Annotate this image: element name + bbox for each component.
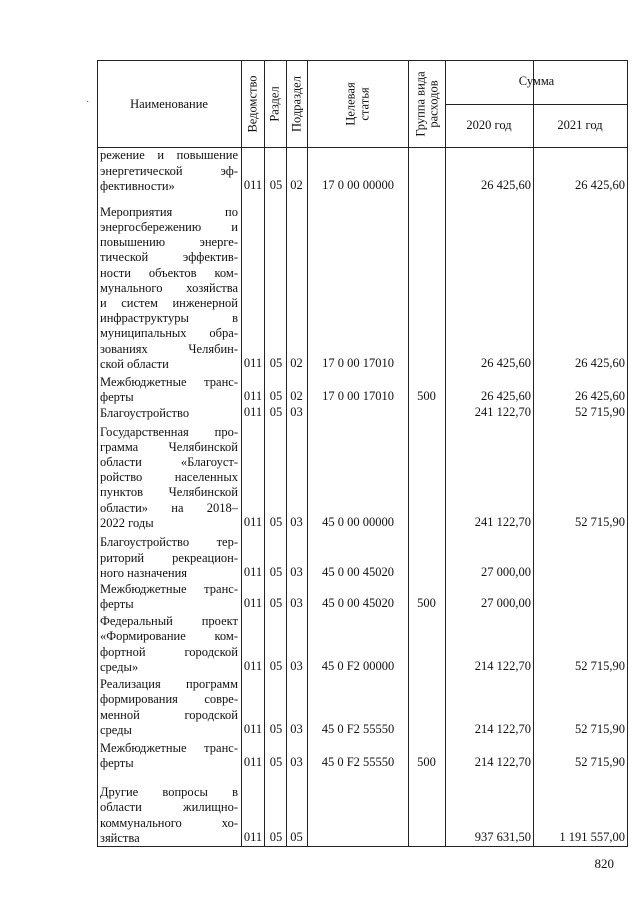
cell-vedomstvo: 011: [243, 722, 263, 736]
table-row: [97, 421, 628, 531]
cell-sum-2020: 26 425,60: [481, 178, 531, 192]
header-name: Наименование: [130, 97, 208, 111]
table-row: [97, 612, 628, 675]
cell-razdel: 05: [269, 830, 283, 844]
cell-razdel: 05: [269, 405, 283, 419]
cell-celevaya: 45 0 F2 00000: [321, 659, 395, 673]
cell-sum-2021: 52 715,90: [575, 722, 625, 736]
cell-sum-2020: 241 122,70: [474, 515, 531, 529]
cell-vedomstvo: 011: [243, 830, 263, 844]
cell-razdel: 05: [269, 178, 283, 192]
header-gruppa-1: Группа вида: [413, 71, 428, 137]
header-gruppa-2: расходов: [426, 80, 441, 128]
cell-sum-2020: 937 631,50: [474, 830, 531, 844]
table-row: [97, 372, 628, 405]
cell-sum-2021: 26 425,60: [575, 356, 625, 370]
header-celevaya-1: Целевая: [343, 82, 358, 126]
cell-celevaya: 17 0 00 00000: [322, 178, 394, 192]
cell-sum-2021: 52 715,90: [575, 659, 625, 673]
row-name: Федеральный проект «Формирование ком- фортной городской среды»: [100, 614, 238, 674]
table-row: [97, 194, 628, 372]
cell-gruppa: 500: [417, 755, 436, 769]
table-row: [97, 531, 628, 581]
cell-razdel: 05: [269, 596, 283, 610]
row-name: Другие вопросы в области жилищно- коммунального хо- зяйства: [100, 785, 238, 845]
cell-gruppa: 500: [417, 596, 436, 610]
row-name: Межбюджетные транс- ферты: [100, 581, 238, 611]
page-number: 820: [594, 856, 614, 871]
cell-razdel: 05: [269, 565, 283, 579]
table-row: [97, 581, 628, 612]
cell-sum-2020: 26 425,60: [481, 356, 531, 370]
row-name: Межбюджетные транс- ферты: [100, 374, 238, 404]
cell-celevaya: 45 0 F2 55550: [321, 755, 395, 769]
cell-sum-2020: 214 122,70: [474, 722, 531, 736]
header-podrazdel: Подраздел: [289, 76, 304, 132]
row-name: Государственная про- грамма Челябинской области «Благоуст- ройство населенных пунктов Челябинской области» на 2018– 2022 годы: [100, 424, 238, 530]
cell-podrazdel: 03: [290, 659, 303, 673]
row-name: Благоустройство: [100, 405, 190, 420]
cell-razdel: 05: [269, 755, 283, 769]
header-vedomstvo: Ведомство: [245, 75, 260, 133]
cell-podrazdel: 03: [290, 755, 303, 769]
cell-razdel: 05: [269, 659, 283, 673]
cell-celevaya: 45 0 00 00000: [322, 515, 394, 529]
table-row: [97, 405, 628, 421]
cell-vedomstvo: 011: [243, 565, 263, 579]
cell-podrazdel: 05: [290, 830, 303, 844]
cell-sum-2021: 26 425,60: [575, 389, 625, 403]
cell-podrazdel: 03: [290, 405, 303, 419]
cell-vedomstvo: 011: [243, 178, 263, 192]
budget-table: [97, 60, 628, 846]
header-year-2020: 2020 год: [466, 118, 512, 132]
row-name: режение и повышение энергетической эф- фективности»: [100, 148, 238, 193]
cell-sum-2020: 214 122,70: [474, 659, 531, 673]
cell-podrazdel: 02: [290, 389, 303, 403]
row-name: Мероприятия по энергосбережению и повышению энерге- тической эффектив- ности объектов ком- мунального хозяйства и систем инженерной инфраструктуры в муниципальных обра- зованиях Челябин- ской области: [100, 204, 238, 371]
header-razdel: Раздел: [267, 86, 282, 122]
cell-sum-2021: 1 191 557,00: [559, 830, 625, 844]
table-row: [97, 675, 628, 738]
cell-gruppa: 500: [417, 389, 436, 403]
cell-razdel: 05: [269, 389, 283, 403]
cell-sum-2020: 27 000,00: [481, 565, 531, 579]
cell-podrazdel: 02: [290, 178, 303, 192]
table-row: [97, 148, 628, 194]
cell-podrazdel: 03: [290, 596, 303, 610]
cell-podrazdel: 03: [290, 515, 303, 529]
cell-razdel: 05: [269, 515, 283, 529]
table-row: [97, 738, 628, 771]
cell-podrazdel: 03: [290, 565, 303, 579]
cell-sum-2020: 214 122,70: [474, 755, 531, 769]
cell-sum-2021: 52 715,90: [575, 755, 625, 769]
row-name: Межбюджетные транс- ферты: [100, 740, 238, 770]
cell-vedomstvo: 011: [243, 389, 263, 403]
cell-vedomstvo: 011: [243, 659, 263, 673]
cell-celevaya: 45 0 00 45020: [322, 596, 394, 610]
table-row: [97, 771, 628, 846]
cell-sum-2020: 27 000,00: [481, 596, 531, 610]
cell-vedomstvo: 011: [243, 755, 263, 769]
cell-podrazdel: 03: [290, 722, 303, 736]
cell-razdel: 05: [269, 722, 283, 736]
cell-podrazdel: 02: [290, 356, 303, 370]
cell-sum-2021: 52 715,90: [575, 515, 625, 529]
cell-vedomstvo: 011: [243, 405, 263, 419]
row-name: Реализация программ формирования совре- менной городской среды: [100, 677, 238, 737]
cell-celevaya: 17 0 00 17010: [322, 389, 394, 403]
header-celevaya-2: статья: [357, 87, 372, 121]
cell-celevaya: 45 0 00 45020: [322, 565, 394, 579]
margin-mark: ·: [86, 97, 90, 108]
header-summa: Сумма: [518, 74, 555, 88]
cell-sum-2020: 26 425,60: [481, 389, 531, 403]
header-year-2021: 2021 год: [557, 118, 603, 132]
cell-vedomstvo: 011: [243, 596, 263, 610]
cell-razdel: 05: [269, 356, 283, 370]
cell-celevaya: 45 0 F2 55550: [321, 722, 395, 736]
cell-vedomstvo: 011: [243, 356, 263, 370]
cell-sum-2021: 26 425,60: [575, 178, 625, 192]
cell-vedomstvo: 011: [243, 515, 263, 529]
cell-sum-2021: 52 715,90: [575, 405, 625, 419]
cell-celevaya: 17 0 00 17010: [322, 356, 394, 370]
cell-sum-2020: 241 122,70: [474, 405, 531, 419]
row-name: Благоустройство тер- риторий рекреацион- ного назначения: [100, 535, 238, 580]
